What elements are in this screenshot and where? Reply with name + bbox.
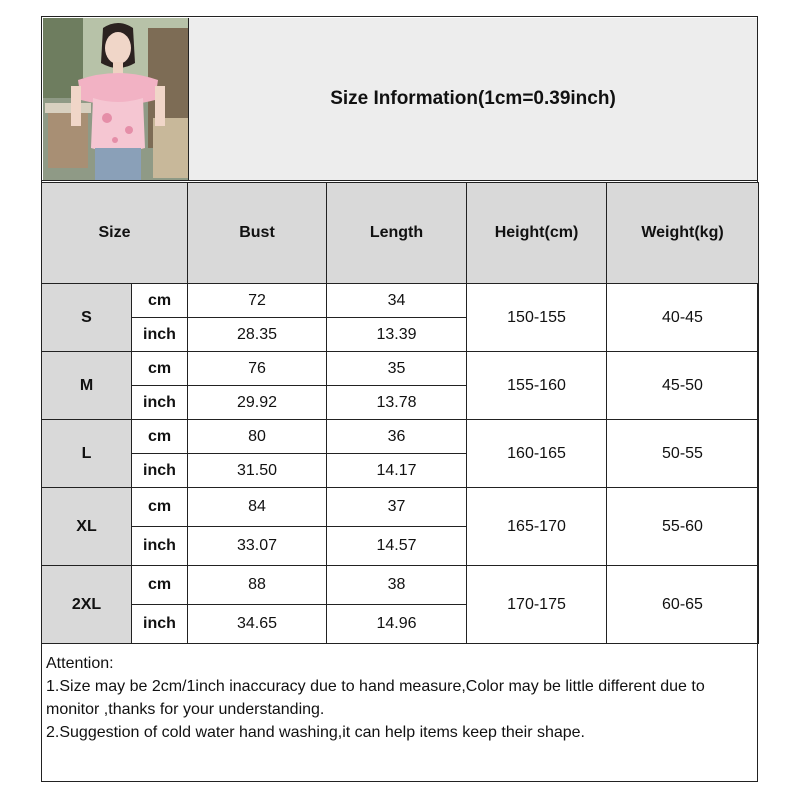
length-inch: 13.78 bbox=[327, 386, 467, 420]
weight-range: 60-65 bbox=[607, 566, 759, 644]
bust-header: Bust bbox=[188, 183, 327, 284]
note-line-2: 2.Suggestion of cold water hand washing,it can help items keep their shape. bbox=[46, 724, 585, 741]
divider bbox=[41, 180, 758, 181]
unit-cm: cm bbox=[132, 488, 188, 527]
length-cm: 38 bbox=[327, 566, 467, 605]
bust-cm: 84 bbox=[188, 488, 327, 527]
bust-inch: 34.65 bbox=[188, 605, 327, 644]
length-cm: 37 bbox=[327, 488, 467, 527]
height-range: 170-175 bbox=[467, 566, 607, 644]
length-inch: 13.39 bbox=[327, 318, 467, 352]
notes-heading: Attention: bbox=[46, 655, 114, 672]
bust-inch: 31.50 bbox=[188, 454, 327, 488]
bust-cm: 72 bbox=[188, 284, 327, 318]
length-cm: 35 bbox=[327, 352, 467, 386]
size-header: Size bbox=[42, 183, 188, 284]
size-info-title: Size Information(1cm=0.39inch) bbox=[188, 18, 757, 180]
size-label: XL bbox=[42, 488, 132, 566]
bust-inch: 28.35 bbox=[188, 318, 327, 352]
note-line-1: 1.Size may be 2cm/1inch inaccuracy due to hand measure,Color may be little different due to monitor ,thanks for your understanding. bbox=[46, 678, 705, 718]
unit-cm: cm bbox=[132, 284, 188, 318]
size-label: M bbox=[42, 352, 132, 420]
bust-cm: 76 bbox=[188, 352, 327, 386]
height-header: Height(cm) bbox=[467, 183, 607, 284]
unit-inch: inch bbox=[132, 605, 188, 644]
length-cm: 34 bbox=[327, 284, 467, 318]
unit-cm: cm bbox=[132, 566, 188, 605]
unit-cm: cm bbox=[132, 420, 188, 454]
attention-notes bbox=[46, 652, 751, 744]
size-chart-table bbox=[41, 182, 759, 644]
bust-cm: 80 bbox=[188, 420, 327, 454]
unit-inch: inch bbox=[132, 527, 188, 566]
height-range: 160-165 bbox=[467, 420, 607, 488]
unit-inch: inch bbox=[132, 318, 188, 352]
length-inch: 14.96 bbox=[327, 605, 467, 644]
weight-range: 50-55 bbox=[607, 420, 759, 488]
table-row bbox=[42, 566, 759, 605]
size-label: L bbox=[42, 420, 132, 488]
height-range: 165-170 bbox=[467, 488, 607, 566]
table-header-row bbox=[42, 183, 759, 284]
height-range: 155-160 bbox=[467, 352, 607, 420]
length-header: Length bbox=[327, 183, 467, 284]
weight-range: 55-60 bbox=[607, 488, 759, 566]
size-label: 2XL bbox=[42, 566, 132, 644]
unit-cm: cm bbox=[132, 352, 188, 386]
unit-inch: inch bbox=[132, 386, 188, 420]
length-cm: 36 bbox=[327, 420, 467, 454]
table-row bbox=[42, 420, 759, 454]
height-range: 150-155 bbox=[467, 284, 607, 352]
length-inch: 14.17 bbox=[327, 454, 467, 488]
product-photo-illustration bbox=[43, 18, 188, 180]
length-inch: 14.57 bbox=[327, 527, 467, 566]
weight-header: Weight(kg) bbox=[607, 183, 759, 284]
table-row bbox=[42, 284, 759, 318]
unit-inch: inch bbox=[132, 454, 188, 488]
product-photo bbox=[43, 18, 188, 180]
table-row bbox=[42, 352, 759, 386]
weight-range: 40-45 bbox=[607, 284, 759, 352]
weight-range: 45-50 bbox=[607, 352, 759, 420]
size-label: S bbox=[42, 284, 132, 352]
bust-inch: 29.92 bbox=[188, 386, 327, 420]
bust-cm: 88 bbox=[188, 566, 327, 605]
table-row bbox=[42, 488, 759, 527]
bust-inch: 33.07 bbox=[188, 527, 327, 566]
